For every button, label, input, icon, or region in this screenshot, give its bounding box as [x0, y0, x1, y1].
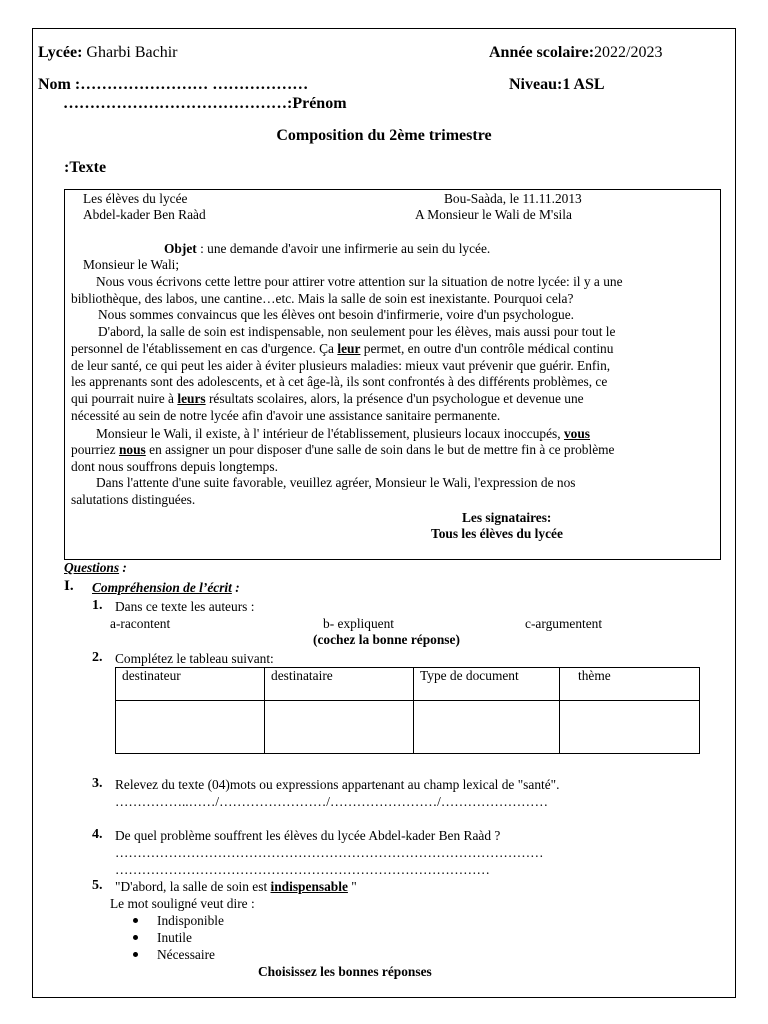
- q1-note: (cochez la bonne réponse): [313, 632, 460, 647]
- p3-line-4: les apprenants sont des adolescents, et à cet âge-là, ils sont confrontés à des différents problèmes, ce: [71, 374, 608, 389]
- place-date: Bou-Saàda, le 11.11.2013: [444, 191, 582, 206]
- annee-label: Année scolaire:: [489, 44, 595, 61]
- p4-underlined-vous: vous: [563, 426, 591, 441]
- p3-line-2-b: permet, en outre d'un contrôle médical continu: [360, 341, 614, 356]
- q1-text: Dans ce texte les auteurs :: [115, 599, 255, 614]
- section-number: I.: [64, 578, 74, 594]
- table-cell-theme[interactable]: [560, 701, 700, 754]
- q5-underlined-word: indispensable: [270, 879, 348, 894]
- q4-answer-dots-1[interactable]: ……………………………………………………………………………………: [115, 845, 544, 860]
- q5-option-3[interactable]: Nécessaire: [157, 947, 215, 962]
- p3-line-2: [71, 341, 613, 358]
- p4-underlined-nous: nous: [118, 442, 146, 457]
- q1-option-a[interactable]: a-racontent: [110, 616, 171, 631]
- signataires-label: Les signataires:: [462, 510, 552, 525]
- q1-option-c[interactable]: c-argumentent: [525, 616, 603, 631]
- answer-table: [115, 667, 700, 754]
- p4-line-2: [71, 442, 615, 459]
- p4-line-3: dont nous souffrons depuis longtemps.: [71, 459, 278, 474]
- q2-text: Complétez le tableau suivant:: [115, 651, 274, 666]
- objet-line: [164, 241, 490, 258]
- lycee-value: Gharbi Bachir: [82, 44, 178, 61]
- nom-label: Nom :: [38, 76, 81, 93]
- q3-answer-dots[interactable]: ……………..……/……………………/……………………/……………………: [115, 794, 548, 809]
- p2-line-1: Nous sommes convaincus que les élèves ont besoin d'infirmerie, voire d'un psychologue.: [98, 307, 575, 322]
- p5-line-1: Dans l'attente d'une suite favorable, veuillez agréer, Monsieur le Wali, l'expression de nos: [96, 475, 576, 490]
- q5-text-b: ": [347, 879, 357, 894]
- q2-number: 2.: [92, 650, 103, 665]
- p3-underlined-leur: leur: [337, 341, 361, 356]
- q5-note: Choisissez les bonnes réponses: [258, 964, 432, 979]
- q5-option-1[interactable]: Indisponible: [157, 913, 224, 928]
- texte-label: :Texte: [64, 159, 107, 176]
- table-cell-destinateur[interactable]: [116, 701, 265, 754]
- lycee-line: [38, 44, 178, 62]
- q5-text: [115, 879, 357, 895]
- p3-line-6: nécessité au sein de notre lycée afin d'avoir une assistance sanitaire permanente.: [71, 408, 501, 423]
- signataires-names: Tous les élèves du lycée: [431, 526, 563, 541]
- questions-colon: :: [119, 560, 127, 575]
- prenom-dots: ……………………………………: [63, 95, 287, 112]
- table-header-destinataire: destinataire: [265, 668, 414, 701]
- sender-line-1: Les élèves du lycée: [83, 191, 188, 206]
- table-header-theme: thème: [560, 668, 700, 701]
- sender-line-2: Abdel-kader Ben Raàd: [83, 207, 206, 222]
- q4-text: De quel problème souffrent les élèves du lycée Abdel-kader Ben Raàd ?: [115, 828, 501, 843]
- q3-number: 3.: [92, 776, 103, 791]
- p3-line-5: [71, 391, 584, 408]
- q5-subtext: Le mot souligné veut dire :: [110, 896, 255, 911]
- bullet-icon: [133, 952, 138, 957]
- q1-option-b[interactable]: b- expliquent: [323, 616, 395, 631]
- q5-text-a: "D'abord, la salle de soin est: [115, 879, 271, 894]
- salutation: Monsieur le Wali;: [83, 257, 180, 272]
- recipient: A Monsieur le Wali de M'sila: [415, 207, 572, 222]
- section-title-text: Compréhension de l’écrit: [92, 580, 232, 595]
- objet-text: : une demande d'avoir une infirmerie au sein du lycée.: [196, 241, 491, 256]
- p4-line-2-a: pourriez: [71, 442, 119, 457]
- q4-answer-dots-2[interactable]: …………………………………………………………………………: [115, 862, 490, 877]
- section-title: [92, 580, 240, 596]
- table-header-destinateur: destinateur: [116, 668, 265, 701]
- table-header-type: Type de document: [414, 668, 560, 701]
- q3-text: Relevez du texte (04)mots ou expressions appartenant au champ lexical de "santé".: [115, 777, 560, 792]
- objet-label: Objet: [164, 241, 197, 256]
- p3-line-2-a: personnel de l'établissement en cas d'urgence. Ça: [71, 341, 338, 356]
- p3-line-1: D'abord, la salle de soin est indispensable, non seulement pour les élèves, mais aussi pour tout le: [98, 324, 616, 339]
- questions-label: Questions: [64, 560, 120, 575]
- questions-heading: [64, 560, 127, 576]
- annee-line: [489, 44, 662, 62]
- niveau: Niveau:1 ASL: [509, 76, 605, 93]
- q1-number: 1.: [92, 598, 103, 613]
- lycee-label: Lycée:: [38, 44, 83, 61]
- page-title: Composition du 2ème trimestre: [276, 127, 492, 144]
- p3-underlined-leurs: leurs: [177, 391, 206, 406]
- table-cell-type[interactable]: [414, 701, 560, 754]
- prenom-label: :Prénom: [287, 95, 347, 112]
- q5-number: 5.: [92, 878, 103, 893]
- q4-number: 4.: [92, 827, 103, 842]
- p3-line-5-a: qui pourrait nuire à: [71, 391, 178, 406]
- p4-line-2-b: en assigner un pour disposer d'une salle de soin dans le but de mettre fin à ce problème: [145, 442, 615, 457]
- p4-line-1-a: Monsieur le Wali, il existe, à l' intérieur de l'établissement, plusieurs locaux inoccupés,: [96, 426, 564, 441]
- section-title-colon: :: [231, 580, 240, 595]
- p4-line-1: [96, 426, 590, 443]
- prenom-line: [63, 95, 347, 113]
- nom-line: [38, 76, 308, 94]
- table-cell-destinataire[interactable]: [265, 701, 414, 754]
- p3-line-3: de leur santé, ce qui peut les aider à éviter plusieurs maladies: mieux vaut prévenir que guérir. Enfin,: [71, 358, 611, 373]
- p3-line-5-b: résultats scolaires, alors, la présence d'un psychologue et devenue une: [205, 391, 584, 406]
- bullet-icon: [133, 935, 138, 940]
- p5-line-2: salutations distinguées.: [71, 492, 196, 507]
- bullet-icon: [133, 918, 138, 923]
- nom-dots: …………………… ………………: [80, 76, 309, 93]
- annee-value: 2022/2023: [594, 44, 663, 61]
- q5-option-2[interactable]: Inutile: [157, 930, 192, 945]
- p1-line-1: Nous vous écrivons cette lettre pour attirer votre attention sur la situation de notre lycée: il y a une: [96, 274, 623, 289]
- p1-line-2: bibliothèque, des labos, une cantine…etc. Mais la salle de soin est inexistante. Pourquoi cela?: [71, 291, 574, 306]
